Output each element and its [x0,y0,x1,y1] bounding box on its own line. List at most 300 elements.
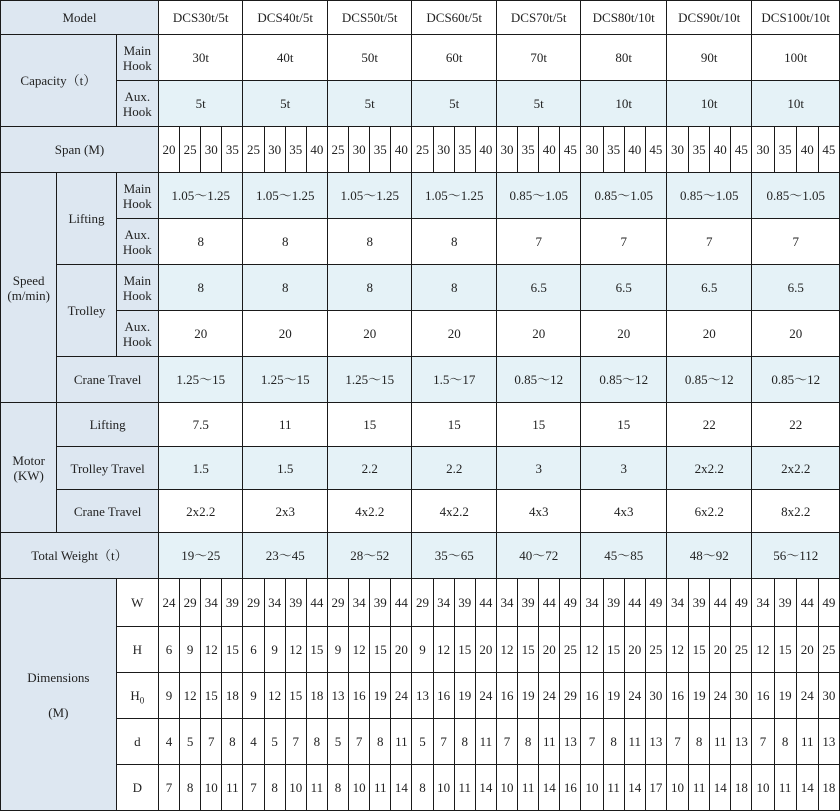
capacity.aux-value: 10t [581,81,667,127]
speed.trolley_main-value: 8 [158,265,243,311]
dimensions.rows.1.values-value: 6 [243,627,264,673]
dimensions.rows.4.values-value: 11 [306,765,327,811]
dimensions.rows.0.values-value: 39 [454,579,475,627]
speed.lifting_aux-value: 7 [666,219,752,265]
dimensions.rows.4.values-value: 17 [645,765,666,811]
dimensions.rows.1.values-value: 15 [222,627,243,673]
dimensions.rows.4.values-value: 10 [666,765,688,811]
motor-lifting-label: Lifting [57,403,159,447]
speed.crane_travel-value: 1.25～15 [327,357,412,403]
total-weight-label: Total Weight（t） [1,533,159,579]
dimensions.rows.4.values-value: 8 [412,765,433,811]
dimensions.rows.1.values-value: 9 [264,627,285,673]
capacity.main-value: 40t [243,35,328,81]
capacity.main-value: 90t [666,35,752,81]
speed.lifting_main-value: 1.05～1.25 [412,173,497,219]
speed.trolley_main-value: 6.5 [496,265,581,311]
dimensions.rows.1.values-value: 25 [731,627,752,673]
capacity.main-value: 70t [496,35,581,81]
dimensions.rows.0.values-value: 29 [412,579,433,627]
dimensions.rows.1.values-value: 15 [774,627,796,673]
motor.trolley_travel-value: 2x2.2 [752,447,840,490]
motor.lifting-value: 11 [243,403,328,447]
dimensions.rows.2.values-value: 19 [774,673,796,719]
dimensions.rows.2.values-value: 18 [306,673,327,719]
dimensions.rows.0.values-value: 39 [603,579,624,627]
dimensions.rows.4.values-value: 10 [581,765,603,811]
span.values-value: 35 [518,127,539,173]
dimensions.rows.2.values-value: 12 [180,673,201,719]
dimensions.rows.2.values-value: 16 [433,673,454,719]
speed-label: Speed (m/min) [1,173,57,403]
dimensions.rows.0.values-value: 39 [518,579,539,627]
dimensions.rows.2.values-value: 19 [370,673,391,719]
speed.trolley_aux-value: 20 [158,311,243,357]
speed.trolley_aux-value: 20 [496,311,581,357]
capacity.aux-value: 10t [752,81,840,127]
dimensions.rows.4.values-value: 11 [603,765,624,811]
motor.crane_travel-value: 4x3 [581,490,667,533]
speed.trolley_main-value: 8 [327,265,412,311]
dimensions.rows.3.values-value: 8 [689,719,710,765]
span.values-value: 25 [180,127,201,173]
dimensions.rows.4.values-value: 11 [518,765,539,811]
dimensions.rows.3.values-value: 8 [518,719,539,765]
dimensions.rows.4.values-value: 11 [689,765,710,811]
speed.crane_travel-value: 0.85～12 [666,357,752,403]
dimensions.rows.3.values-value: 8 [370,719,391,765]
model-header: Model [1,1,159,35]
dimensions.rows.2.values-value: 15 [285,673,306,719]
dimensions.rows.2.values-value: 29 [560,673,581,719]
dimensions.rows.2.values-value: 16 [752,673,774,719]
dimensions.rows.1.values-value: 15 [689,627,710,673]
span.values-value: 40 [475,127,496,173]
span.values-value: 40 [796,127,818,173]
speed.lifting_aux-value: 7 [752,219,840,265]
dimensions.rows.1.values-value: 20 [710,627,731,673]
speed.trolley_main-value: 6.5 [752,265,840,311]
dimensions.rows.4.values-value: 10 [201,765,222,811]
speed.lifting_aux-value: 8 [158,219,243,265]
dimension-row-label: W [116,579,158,627]
dimensions.rows.0.values-value: 34 [581,579,603,627]
dimensions.rows.4.values-value: 10 [433,765,454,811]
dimensions.rows.1.values-value: 12 [433,627,454,673]
motor.lifting-value: 15 [327,403,412,447]
dimensions.rows.0.values-value: 24 [158,579,179,627]
dimensions.rows.2.values-value: 24 [624,673,645,719]
span.values-value: 30 [349,127,370,173]
dimension-row-label: D [116,765,158,811]
dimensions.rows.1.values-value: 20 [475,627,496,673]
dimensions.rows.1.values-value: 12 [496,627,517,673]
dimensions.rows.0.values-value: 34 [264,579,285,627]
dimensions.rows.3.values-value: 5 [327,719,348,765]
dimensions.rows.4.values-value: 14 [796,765,818,811]
dimensions.rows.3.values-value: 13 [560,719,581,765]
dimensions.rows.0.values-value: 39 [370,579,391,627]
dimensions.rows.3.values-value: 8 [306,719,327,765]
span.values-value: 40 [306,127,327,173]
total_weight.values-value: 56～112 [752,533,840,579]
dimensions.rows.3.values-value: 13 [645,719,666,765]
motor.lifting-value: 22 [666,403,752,447]
motor.crane_travel-value: 2x2.2 [158,490,243,533]
dimensions.rows.4.values-value: 8 [180,765,201,811]
model-name: DCS50t/5t [327,1,412,35]
dimensions.rows.1.values-value: 6 [158,627,179,673]
dimensions.rows.3.values-value: 7 [285,719,306,765]
dimensions-label [1,579,117,811]
dimensions.rows.0.values-value: 44 [475,579,496,627]
total_weight.values-value: 35～65 [412,533,497,579]
dimensions.rows.0.values-value: 44 [539,579,560,627]
dimensions.rows.0.values-value: 44 [391,579,412,627]
motor.crane_travel-value: 6x2.2 [666,490,752,533]
speed.trolley_main-value: 6.5 [581,265,667,311]
total_weight.values-value: 45～85 [581,533,667,579]
motor.trolley_travel-value: 2.2 [327,447,412,490]
span.values-value: 25 [243,127,264,173]
dimensions.rows.0.values-value: 34 [349,579,370,627]
dimensions.rows.0.values-value: 34 [433,579,454,627]
dimensions.rows.4.values-value: 11 [370,765,391,811]
span.values-value: 45 [818,127,839,173]
speed.lifting_aux-value: 8 [327,219,412,265]
dimensions.rows.2.values-value: 12 [264,673,285,719]
total_weight.values-value: 40～72 [496,533,581,579]
motor.crane_travel-value: 4x2.2 [412,490,497,533]
speed.crane_travel-value: 0.85～12 [752,357,840,403]
model-name: DCS60t/5t [412,1,497,35]
capacity.main-value: 50t [327,35,412,81]
dimensions.rows.3.values-value: 4 [158,719,179,765]
dimensions.rows.2.values-value: 16 [496,673,517,719]
dimensions.rows.3.values-value: 11 [796,719,818,765]
dimensions.rows.3.values-value: 5 [412,719,433,765]
span.values-value: 40 [710,127,731,173]
dimensions.rows.4.values-value: 8 [264,765,285,811]
motor.trolley_travel-value: 2x2.2 [666,447,752,490]
speed.trolley_main-value: 6.5 [666,265,752,311]
dimensions.rows.3.values-value: 8 [774,719,796,765]
dimensions.rows.4.values-value: 11 [222,765,243,811]
dimensions.rows.2.values-value: 30 [818,673,839,719]
dimensions.rows.1.values-value: 12 [349,627,370,673]
dimensions.rows.1.values-value: 9 [412,627,433,673]
dimensions-label-title: Dimensions [27,669,90,685]
total_weight.values-value: 19～25 [158,533,243,579]
dimensions.rows.3.values-value: 13 [818,719,839,765]
dimensions.rows.4.values-value: 14 [391,765,412,811]
motor-crane-travel-label: Crane Travel [57,490,159,533]
dimensions.rows.4.values-value: 14 [624,765,645,811]
dimensions.rows.4.values-value: 7 [158,765,179,811]
span.values-value: 45 [560,127,581,173]
dimensions.rows.4.values-value: 14 [710,765,731,811]
dimensions.rows.0.values-value: 49 [731,579,752,627]
dimensions.rows.2.values-value: 9 [243,673,264,719]
speed.trolley_aux-value: 20 [243,311,328,357]
dimensions.rows.1.values-value: 9 [327,627,348,673]
span.values-value: 30 [752,127,774,173]
dimensions.rows.1.values-value: 15 [454,627,475,673]
capacity.main-value: 100t [752,35,840,81]
aux-hook-label: Aux. Hook [116,81,158,127]
dimensions.rows.1.values-value: 25 [645,627,666,673]
dimensions.rows.4.values-value: 18 [731,765,752,811]
dimensions.rows.1.values-value: 20 [391,627,412,673]
dimensions.rows.3.values-value: 4 [243,719,264,765]
dimensions.rows.2.values-value: 24 [391,673,412,719]
dimensions.rows.0.values-value: 44 [710,579,731,627]
capacity.main-value: 30t [158,35,243,81]
dimensions.rows.3.values-value: 7 [496,719,517,765]
dimensions.rows.2.values-value: 24 [796,673,818,719]
dimensions.rows.4.values-value: 14 [539,765,560,811]
aux-hook-label: Aux. Hook [116,311,158,357]
dimensions.rows.2.values-value: 24 [475,673,496,719]
aux-hook-label: Aux. Hook [116,219,158,265]
speed.lifting_main-value: 1.05～1.25 [158,173,243,219]
span.values-value: 30 [264,127,285,173]
model-name: DCS90t/10t [666,1,752,35]
dimensions.rows.3.values-value: 8 [222,719,243,765]
dimensions.rows.3.values-value: 7 [666,719,688,765]
dimensions.rows.0.values-value: 39 [774,579,796,627]
dimensions.rows.1.values-value: 12 [666,627,688,673]
total_weight.values-value: 23～45 [243,533,328,579]
span.values-value: 30 [201,127,222,173]
dimensions.rows.4.values-value: 10 [285,765,306,811]
dimensions.rows.3.values-value: 7 [752,719,774,765]
speed.trolley_aux-value: 20 [752,311,840,357]
dimensions.rows.1.values-value: 15 [603,627,624,673]
motor.trolley_travel-value: 3 [496,447,581,490]
span.values-value: 25 [327,127,348,173]
capacity.aux-value: 5t [496,81,581,127]
speed.crane_travel-value: 1.25～15 [243,357,328,403]
dimensions.rows.0.values-value: 34 [752,579,774,627]
model-name: DCS30t/5t [158,1,243,35]
speed.trolley_main-value: 8 [243,265,328,311]
dimensions-label-unit: (M) [48,704,69,720]
span.values-value: 30 [666,127,688,173]
dimensions.rows.0.values-value: 44 [624,579,645,627]
dimensions.rows.2.values-value: 18 [222,673,243,719]
dimensions.rows.2.values-value: 16 [666,673,688,719]
dimensions.rows.3.values-value: 7 [433,719,454,765]
dimensions.rows.1.values-value: 20 [624,627,645,673]
capacity.aux-value: 5t [412,81,497,127]
speed.lifting_main-value: 1.05～1.25 [243,173,328,219]
dimensions.rows.4.values-value: 14 [475,765,496,811]
motor.lifting-value: 22 [752,403,840,447]
dimensions.rows.2.values-value: 24 [539,673,560,719]
speed.lifting_main-value: 0.85～1.05 [666,173,752,219]
speed-trolley-label: Trolley [57,265,116,357]
dimensions.rows.2.values-value: 19 [454,673,475,719]
dimensions.rows.1.values-value: 12 [752,627,774,673]
dimensions.rows.4.values-value: 10 [496,765,517,811]
dimensions.rows.4.values-value: 11 [774,765,796,811]
dimensions.rows.1.values-value: 12 [285,627,306,673]
motor.trolley_travel-value: 3 [581,447,667,490]
dimensions.rows.1.values-value: 12 [201,627,222,673]
span.values-value: 45 [645,127,666,173]
capacity.main-value: 60t [412,35,497,81]
dimensions.rows.0.values-value: 39 [222,579,243,627]
span.values-value: 35 [285,127,306,173]
dimensions.rows.2.values-value: 16 [349,673,370,719]
span.values-value: 30 [496,127,517,173]
main-hook-label: Main Hook [116,35,158,81]
dimensions.rows.0.values-value: 44 [306,579,327,627]
speed.lifting_aux-value: 8 [412,219,497,265]
dimensions.rows.1.values-value: 15 [518,627,539,673]
speed.trolley_aux-value: 20 [412,311,497,357]
dimensions.rows.2.values-value: 13 [412,673,433,719]
capacity.aux-value: 5t [243,81,328,127]
speed.lifting_aux-value: 7 [496,219,581,265]
dimensions.rows.0.values-value: 29 [327,579,348,627]
dimensions.rows.1.values-value: 15 [370,627,391,673]
span.values-value: 20 [158,127,179,173]
speed.lifting_aux-value: 7 [581,219,667,265]
span.values-value: 25 [412,127,433,173]
dimensions.rows.1.values-value: 9 [180,627,201,673]
capacity.aux-value: 10t [666,81,752,127]
dimensions.rows.3.values-value: 11 [475,719,496,765]
capacity-label: Capacity（t） [1,35,117,127]
speed.trolley_aux-value: 20 [581,311,667,357]
dimensions.rows.3.values-value: 5 [264,719,285,765]
dimensions.rows.3.values-value: 11 [624,719,645,765]
dimensions.rows.0.values-value: 34 [201,579,222,627]
speed.lifting_main-value: 0.85～1.05 [752,173,840,219]
dimensions.rows.2.values-value: 30 [645,673,666,719]
motor-trolley-travel-label: Trolley Travel [57,447,159,490]
dimensions.rows.1.values-value: 12 [581,627,603,673]
dimensions.rows.2.values-value: 13 [327,673,348,719]
span.values-value: 30 [581,127,603,173]
dimensions.rows.3.values-value: 7 [349,719,370,765]
motor.crane_travel-value: 8x2.2 [752,490,840,533]
span-label: Span (M) [1,127,159,173]
speed.crane_travel-value: 1.5～17 [412,357,497,403]
motor.crane_travel-value: 4x3 [496,490,581,533]
dimensions.rows.1.values-value: 25 [560,627,581,673]
span.values-value: 40 [391,127,412,173]
dimensions.rows.2.values-value: 16 [581,673,603,719]
speed-lifting-label: Lifting [57,173,116,265]
speed.lifting_main-value: 0.85～1.05 [581,173,667,219]
dimensions.rows.4.values-value: 10 [752,765,774,811]
speed.lifting_main-value: 0.85～1.05 [496,173,581,219]
speed-crane-travel-label: Crane Travel [57,357,159,403]
span.values-value: 40 [624,127,645,173]
dimensions.rows.3.values-value: 11 [539,719,560,765]
dimensions.rows.3.values-value: 11 [710,719,731,765]
dimensions.rows.3.values-value: 7 [581,719,603,765]
speed.crane_travel-value: 0.85～12 [581,357,667,403]
model-name: DCS70t/5t [496,1,581,35]
motor.trolley_travel-value: 1.5 [243,447,328,490]
dimensions.rows.4.values-value: 10 [349,765,370,811]
dimensions.rows.3.values-value: 8 [603,719,624,765]
dimensions.rows.4.values-value: 11 [454,765,475,811]
capacity.main-value: 80t [581,35,667,81]
dimensions.rows.3.values-value: 11 [391,719,412,765]
speed.trolley_aux-value: 20 [327,311,412,357]
speed.lifting_main-value: 1.05～1.25 [327,173,412,219]
dimensions.rows.0.values-value: 29 [243,579,264,627]
span.values-value: 40 [539,127,560,173]
dimensions.rows.0.values-value: 29 [180,579,201,627]
dimensions.rows.3.values-value: 13 [731,719,752,765]
dimensions.rows.0.values-value: 49 [645,579,666,627]
total_weight.values-value: 48～92 [666,533,752,579]
motor.trolley_travel-value: 2.2 [412,447,497,490]
dimensions.rows.0.values-value: 39 [689,579,710,627]
dimensions.rows.0.values-value: 39 [285,579,306,627]
total_weight.values-value: 28～52 [327,533,412,579]
span.values-value: 30 [433,127,454,173]
dimensions.rows.0.values-value: 49 [818,579,839,627]
span.values-value: 35 [774,127,796,173]
dimensions.rows.3.values-value: 8 [454,719,475,765]
speed.trolley_aux-value: 20 [666,311,752,357]
capacity.aux-value: 5t [327,81,412,127]
speed.crane_travel-value: 1.25～15 [158,357,243,403]
dimensions.rows.1.values-value: 25 [818,627,839,673]
model-name: DCS40t/5t [243,1,328,35]
dimensions.rows.1.values-value: 20 [796,627,818,673]
span.values-value: 45 [731,127,752,173]
dimensions.rows.3.values-value: 7 [201,719,222,765]
dimensions.rows.4.values-value: 8 [327,765,348,811]
dimensions.rows.1.values-value: 20 [539,627,560,673]
motor.lifting-value: 15 [496,403,581,447]
motor.lifting-value: 7.5 [158,403,243,447]
speed.lifting_aux-value: 8 [243,219,328,265]
dimensions.rows.2.values-value: 15 [201,673,222,719]
dimensions.rows.2.values-value: 19 [603,673,624,719]
model-name: DCS80t/10t [581,1,667,35]
dimensions.rows.3.values-value: 5 [180,719,201,765]
span.values-value: 35 [370,127,391,173]
capacity.aux-value: 5t [158,81,243,127]
speed.crane_travel-value: 0.85～12 [496,357,581,403]
dimensions.rows.0.values-value: 44 [796,579,818,627]
dimension-row-label: H [116,627,158,673]
motor.lifting-value: 15 [412,403,497,447]
motor.lifting-value: 15 [581,403,667,447]
dimensions.rows.4.values-value: 7 [243,765,264,811]
dimensions.rows.2.values-value: 19 [689,673,710,719]
motor.crane_travel-value: 2x3 [243,490,328,533]
dimensions.rows.2.values-value: 9 [158,673,179,719]
dimensions.rows.0.values-value: 49 [560,579,581,627]
speed.trolley_main-value: 8 [412,265,497,311]
span.values-value: 35 [222,127,243,173]
main-hook-label: Main Hook [116,265,158,311]
dimensions.rows.2.values-value: 24 [710,673,731,719]
motor-label: Motor (KW) [1,403,57,533]
dimensions.rows.4.values-value: 18 [818,765,839,811]
model-name: DCS100t/10t [752,1,840,35]
